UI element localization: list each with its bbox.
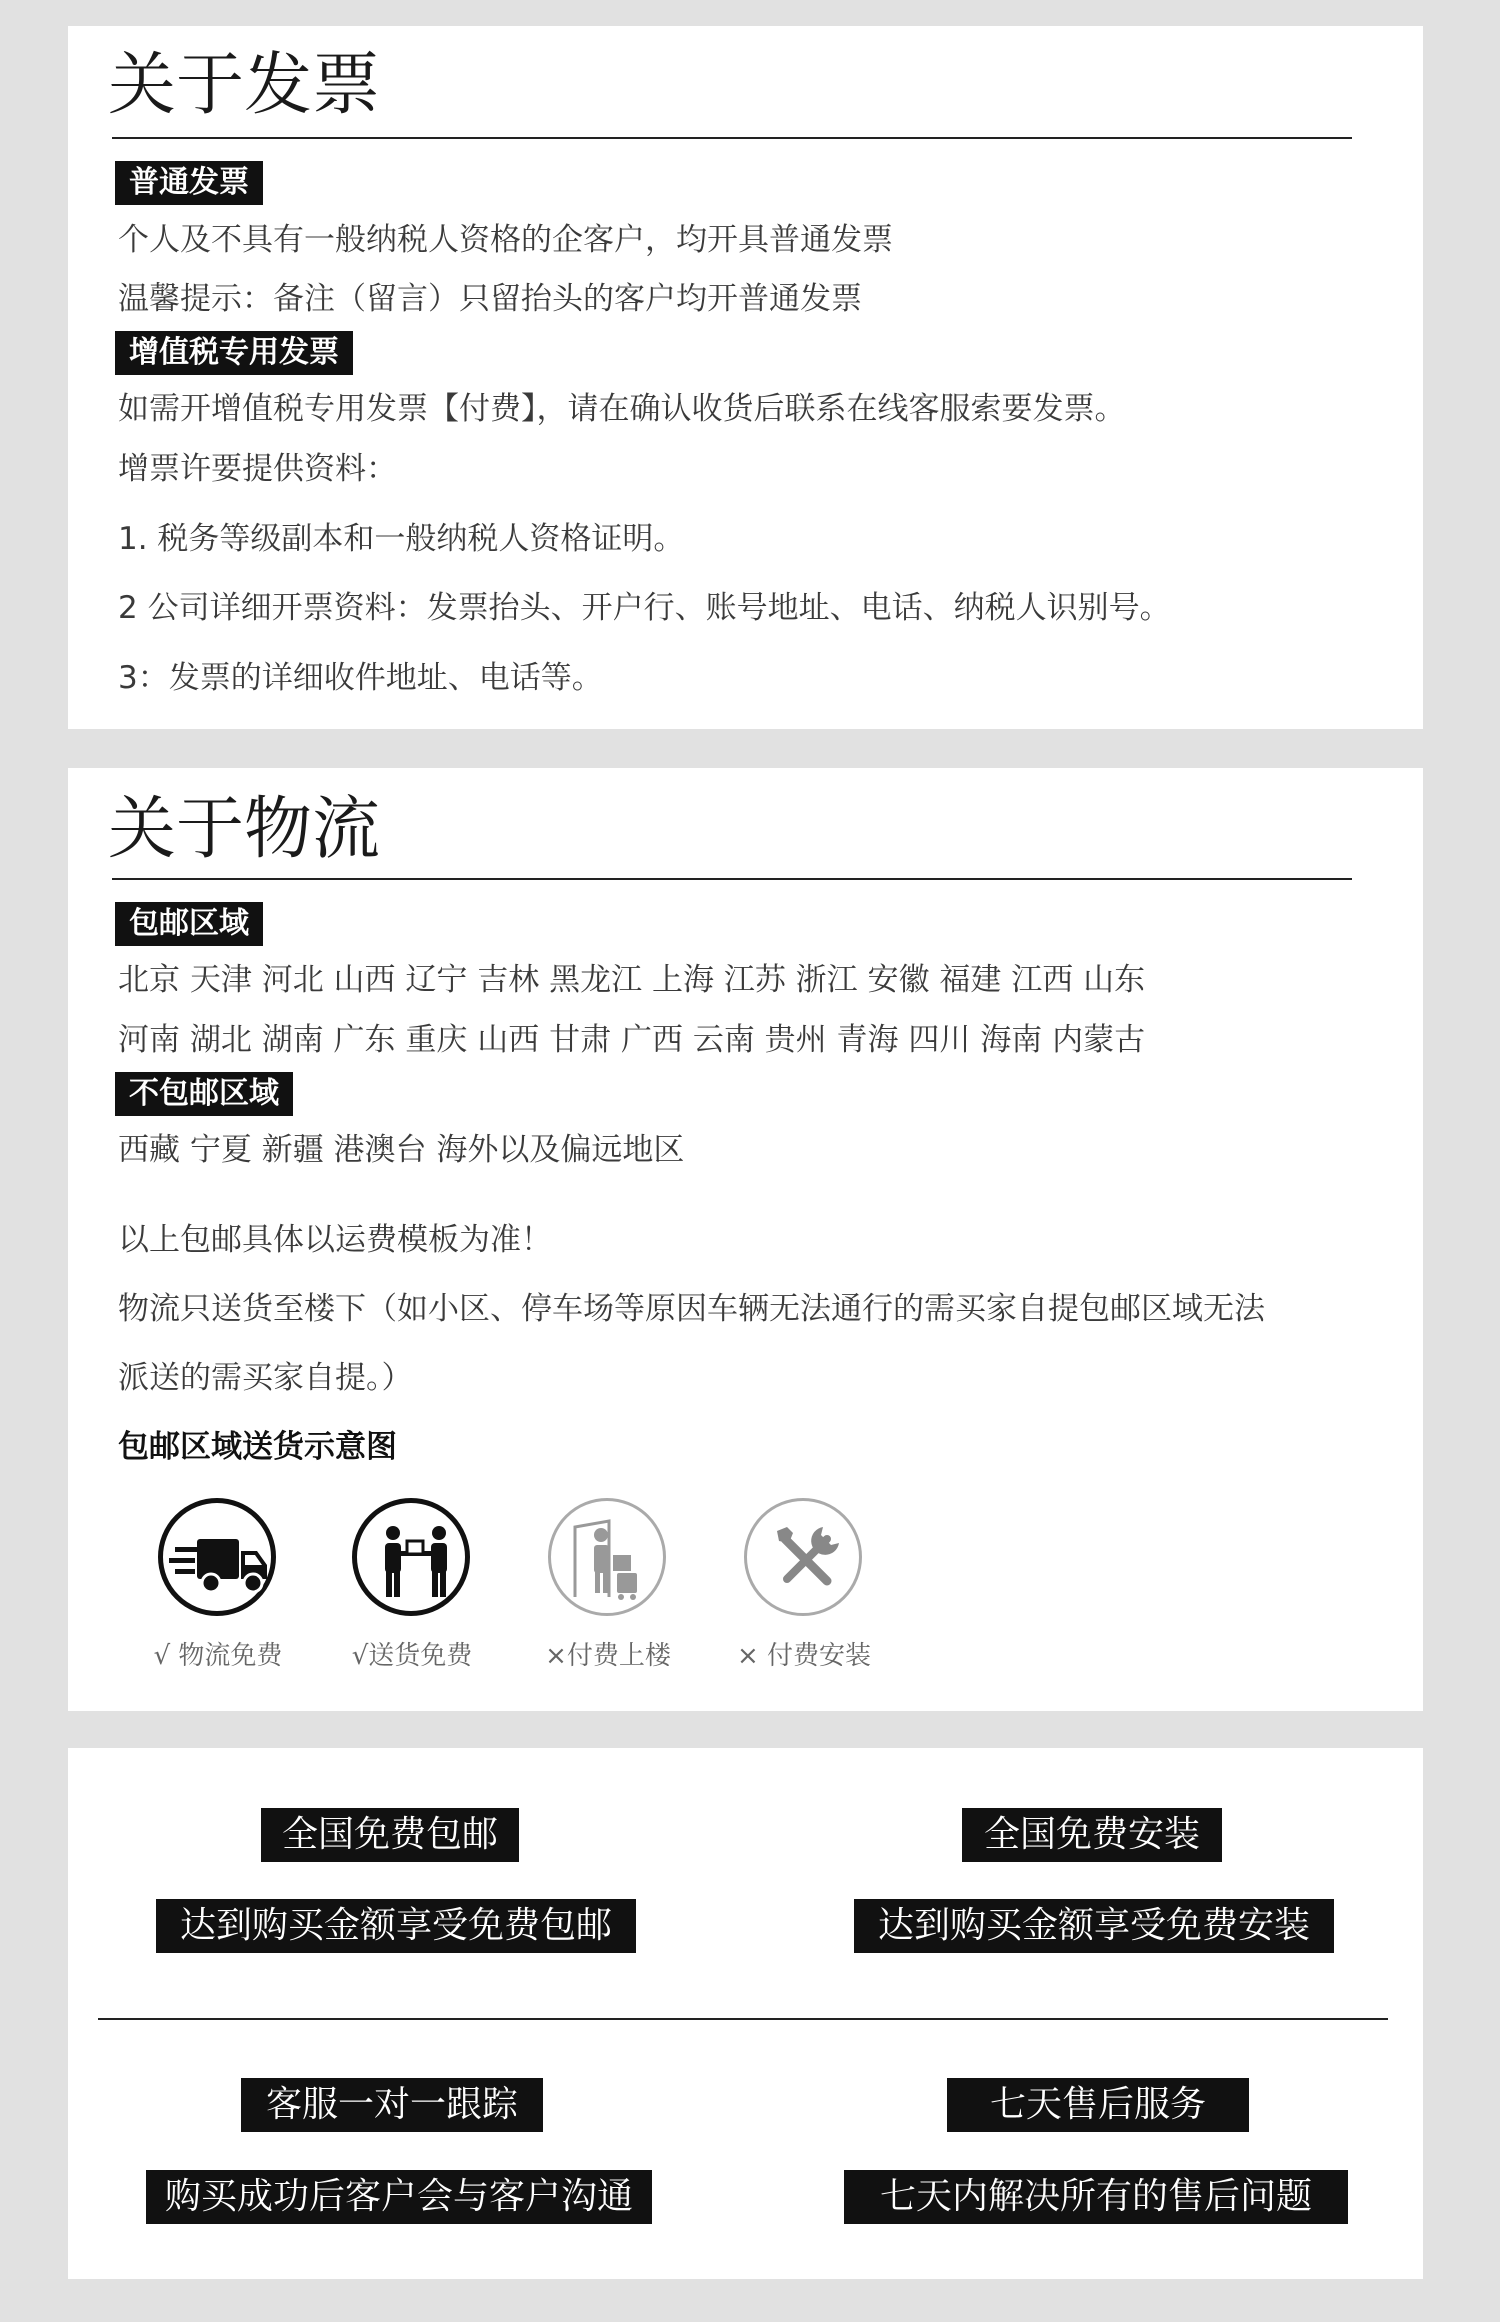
delivery-diagram-title: 包邮区域送货示意图	[118, 1429, 397, 1465]
icon-caption: √送货免费	[351, 1641, 473, 1671]
services-section	[68, 1748, 1423, 2279]
nonfree-shipping-regions: 西藏 宁夏 新疆 港澳台 海外以及偏远地区	[118, 1132, 685, 1168]
delivery-truck-icon	[158, 1498, 276, 1616]
service-title-after-sales: 七天售后服务	[947, 2078, 1249, 2132]
vat-invoice-line: 如需开增值税专用发票【付费】，请在确认收货后联系在线客服索要发票。	[118, 391, 1126, 427]
vat-invoice-label: 增值税专用发票	[115, 331, 353, 375]
service-desc-customer-service: 购买成功后客户会与客户沟通	[146, 2170, 652, 2224]
icon-caption: √ 物流免费	[153, 1641, 283, 1671]
handover-people-icon	[352, 1498, 470, 1616]
invoice-title: 关于发票	[108, 46, 381, 125]
icon-caption: × 付费安装	[736, 1641, 872, 1671]
vat-invoice-line: 增票许要提供资料：	[118, 451, 397, 487]
free-shipping-regions: 北京 天津 河北 山西 辽宁 吉林 黑龙江 上海 江苏 浙江 安徽 福建 江西 山东	[118, 962, 1146, 998]
service-desc-free-shipping: 达到购买金额享受免费包邮	[156, 1899, 636, 1953]
nonfree-shipping-label: 不包邮区域	[115, 1072, 293, 1116]
shipping-note: 派送的需买家自提。）	[118, 1360, 413, 1396]
regular-invoice-tip: 温馨提示：备注（留言）只留抬头的客户均开普通发票	[118, 281, 862, 317]
regular-invoice-line: 个人及不具有一般纳税人资格的企客户，均开具普通发票	[118, 222, 893, 258]
service-desc-free-install: 达到购买金额享受免费安装	[854, 1899, 1334, 1953]
service-title-customer-service: 客服一对一跟踪	[241, 2078, 543, 2132]
free-shipping-label: 包邮区域	[115, 902, 263, 946]
vat-invoice-line: 2 公司详细开票资料：发票抬头、开户行、账号地址、电话、纳税人识别号。	[118, 590, 1171, 626]
vat-invoice-line: 3：发票的详细收件地址、电话等。	[118, 660, 603, 696]
logistics-section	[68, 768, 1423, 1711]
logistics-title: 关于物流	[108, 790, 381, 869]
free-shipping-regions: 河南 湖北 湖南 广东 重庆 山西 甘肃 广西 云南 贵州 青海 四川 海南 内蒙古	[118, 1022, 1146, 1058]
vat-invoice-line: 1. 税务等级副本和一般纳税人资格证明。	[118, 521, 685, 557]
tools-install-icon	[744, 1498, 862, 1616]
shipping-note: 物流只送货至楼下（如小区、停车场等原因车辆无法通行的需买家自提包邮区域无法	[118, 1291, 1265, 1327]
service-title-free-install: 全国免费安装	[962, 1808, 1222, 1862]
services-divider	[98, 2018, 1388, 2020]
porter-upstairs-icon	[548, 1498, 666, 1616]
service-title-free-shipping: 全国免费包邮	[261, 1808, 519, 1862]
shipping-note: 以上包邮具体以运费模板为准！	[118, 1222, 552, 1258]
service-desc-after-sales: 七天内解决所有的售后问题	[844, 2170, 1348, 2224]
logistics-title-rule	[112, 878, 1352, 880]
invoice-title-rule	[112, 137, 1352, 139]
regular-invoice-label: 普通发票	[115, 161, 263, 205]
invoice-section	[68, 26, 1423, 729]
icon-caption: ×付费上楼	[545, 1641, 671, 1671]
